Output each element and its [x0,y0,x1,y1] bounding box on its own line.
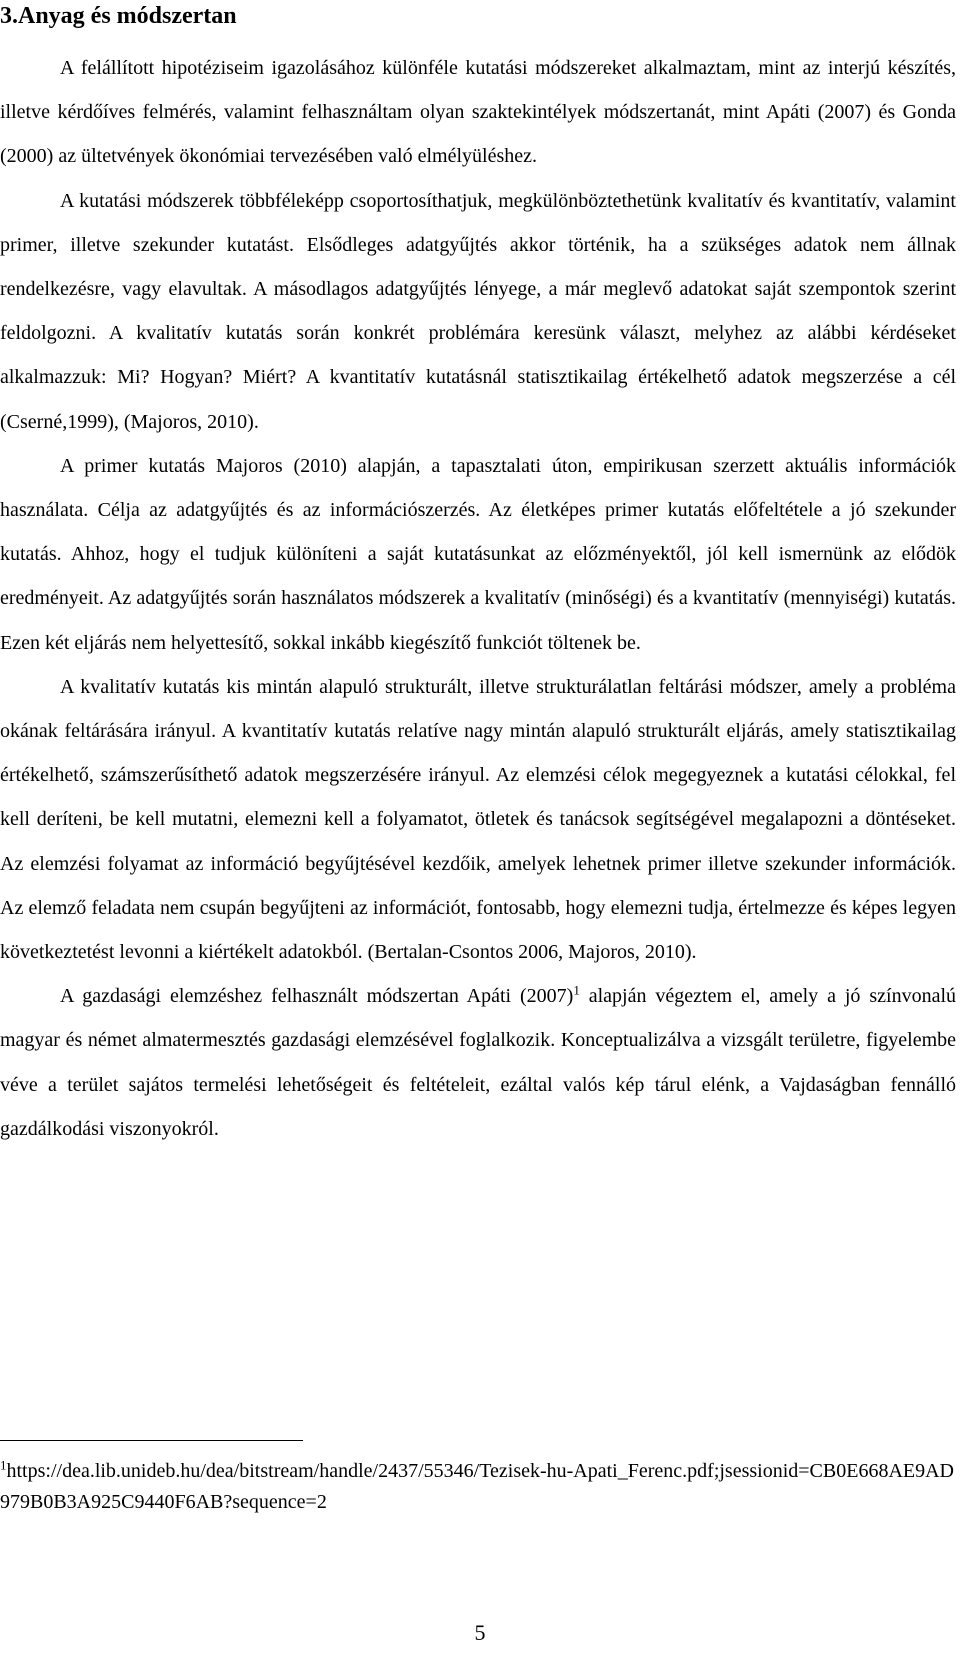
footnote-separator [0,1440,303,1441]
footnote-reference[interactable]: 1 [573,982,580,998]
section-title: 3.Anyag és módszertan [0,3,237,29]
body-text [0,46,956,1151]
footnote [0,1456,956,1518]
paragraph-economic-analysis [0,974,956,1151]
footnote-url[interactable]: https://dea.lib.unideb.hu/dea/bitstream/handle/2437/55346/Tezisek-hu-Apati_Ferenc.pdf;jsessionid=CB0E668AE9AD979B0B3A925C9440F6AB?sequence=2 [0,1460,954,1513]
paragraph-qualitative-quantitative: A kvalitatív kutatás kis mintán alapuló strukturált, illetve strukturálatlan feltárási módszer, amely a probléma okának feltárására irányul. A kvantitatív kutatás relatíve nagy mintán alapuló strukturált eljárás, amely statisztikailag értékelhető, számszerűsíthető adatok megszerzésére irányul. Az elemzési célok megegyeznek a kutatási célokkal, fel kell deríteni, be kell mutatni, elemezni kell a folyamatot, ötletek és tanácsok segítségével megalapozni a döntéseket. Az elemzési folyamat az információ begyűjtésével kezdőik, amelyek lehetnek primer illetve szekunder információk. Az elemző feladata nem csupán begyűjteni az információt, fontosabb, hogy elemezni tudja, értelmezze és képes legyen következtetést levonni a kiértékelt adatokból. (Bertalan-Csontos 2006, Majoros, 2010). [0,675,956,964]
footnote-mark: 1 [0,1457,7,1473]
paragraph-hypothesis-methods: A felállított hipotéziseim igazolásához különféle kutatási módszereket alkalmaztam, mint az interjú készítés, illetve kérdőíves felmérés, valamint felhasználtam olyan szaktekintélyek módszertanát, mint Apáti (2007) és Gonda (2000) az ültetvények ökonómiai tervezésében való elmélyüléshez. [0,57,956,168]
paragraph-economic-analysis-start: A gazdasági elemzéshez felhasznált módszertan Apáti (2007) [60,985,574,1008]
paragraph-research-types: A kutatási módszerek többféleképp csoportosíthatjuk, megkülönböztethetünk kvalitatív és kvantitatív, valamint primer, illetve szekunder kutatást. Elsődleges adatgyűjtés akkor történik, ha a szükséges adatok nem állnak rendelkezésre, vagy elavultak. A másodlagos adatgyűjtés lényege, a már meglevő adatokat saját szempontok szerint feldolgozni. A kvalitatív kutatás során konkrét problémára keresünk választ, melyhez az alábbi kérdéseket alkalmazzuk: Mi? Hogyan? Miért? A kvantitatív kutatásnál statisztikailag értékelhető adatok megszerzése a cél (Cserné,1999), (Majoros, 2010). [0,189,956,433]
paragraph-economic-analysis-end: alapján végeztem el, amely a jó színvonalú magyar és német almatermesztés gazdasági elemzésével foglalkozik. Konceptualizálva a vizsgált területre, figyelembe véve a terület sajátos termelési lehetőségeit és feltételeit, ezáltal valós kép tárul elénk, a Vajdaságban fennálló gazdálkodási viszonyokról. [0,985,957,1140]
paragraph-primary-research: A primer kutatás Majoros (2010) alapján, a tapasztalati úton, empirikusan szerzett aktuális információk használata. Célja az adatgyűjtés és az információszerzés. Az életképes primer kutatás előfeltétele a jó szekunder kutatás. Ahhoz, hogy el tudjuk különíteni a saját kutatásunkat az előzményektől, jól kell ismernünk az elődök eredményeit. Az adatgyűjtés során használatos módszerek a kvalitatív (minőségi) és a kvantitatív (mennyiségi) kutatás. Ezen két eljárás nem helyettesítő, sokkal inkább kiegészítő funkciót töltenek be. [0,454,956,654]
page-number: 5 [474,1620,486,1645]
